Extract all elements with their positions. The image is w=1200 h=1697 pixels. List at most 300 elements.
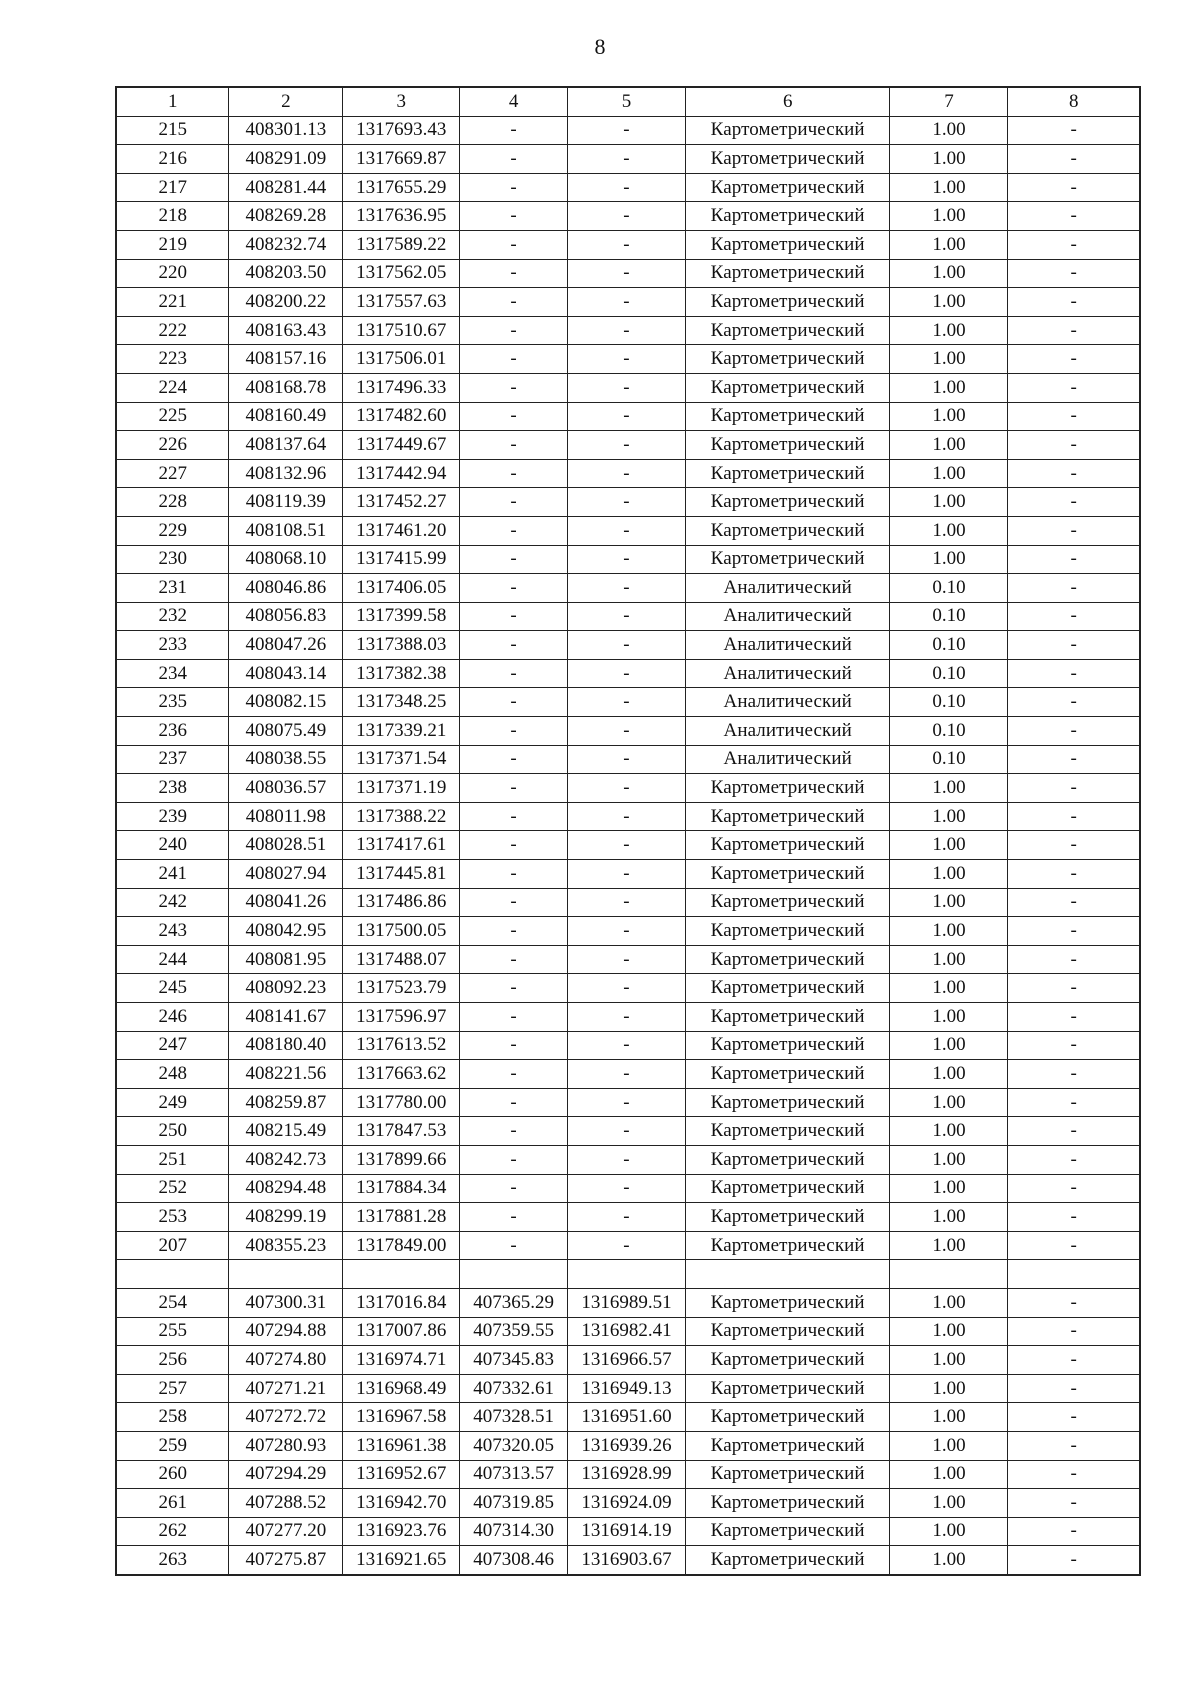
table-cell: 1317452.27	[343, 488, 460, 517]
table-cell: 407271.21	[229, 1374, 343, 1403]
table-cell: -	[1008, 516, 1140, 545]
table-cell: 408082.15	[229, 688, 343, 717]
table-cell: -	[567, 145, 685, 174]
table-cell: 1.00	[890, 345, 1008, 374]
table-row	[116, 1288, 1140, 1317]
table-cell: 243	[116, 917, 229, 946]
table-cell	[116, 1260, 229, 1289]
table-cell: -	[567, 1031, 685, 1060]
table-cell	[567, 1260, 685, 1289]
table-cell: -	[1008, 545, 1140, 574]
table-cell: 1317636.95	[343, 202, 460, 231]
table-cell: 408168.78	[229, 373, 343, 402]
table-cell: 1.00	[890, 173, 1008, 202]
table-cell: -	[1008, 974, 1140, 1003]
table-cell: 237	[116, 745, 229, 774]
table-cell: 1.00	[890, 1060, 1008, 1089]
table-cell: -	[1008, 1203, 1140, 1232]
table-cell: 1.00	[890, 888, 1008, 917]
table-cell: 1317449.67	[343, 431, 460, 460]
table-cell: 250	[116, 1117, 229, 1146]
table-cell: 1.00	[890, 1231, 1008, 1260]
table-cell: 226	[116, 431, 229, 460]
table-cell: 0.10	[890, 659, 1008, 688]
table-cell: 407345.83	[460, 1346, 568, 1375]
table-cell: 1.00	[890, 802, 1008, 831]
table-cell: 1316921.65	[343, 1546, 460, 1575]
table-cell: -	[567, 945, 685, 974]
table-cell: 1.00	[890, 1317, 1008, 1346]
table-cell: 225	[116, 402, 229, 431]
table-cell: -	[1008, 1117, 1140, 1146]
table-cell: -	[567, 745, 685, 774]
table-cell: 1317884.34	[343, 1174, 460, 1203]
table-cell: 1316966.57	[567, 1346, 685, 1375]
table-cell: -	[460, 1174, 568, 1203]
table-cell: 408043.14	[229, 659, 343, 688]
table-cell: -	[567, 1060, 685, 1089]
table-cell: -	[460, 545, 568, 574]
table-cell: -	[567, 974, 685, 1003]
table-cell: -	[460, 1203, 568, 1232]
table-cell: Картометрический	[685, 1174, 890, 1203]
table-cell	[229, 1260, 343, 1289]
table-cell: -	[1008, 831, 1140, 860]
column-header: 1	[116, 87, 229, 116]
column-header: 3	[343, 87, 460, 116]
table-cell: -	[460, 230, 568, 259]
table-cell: 1.00	[890, 145, 1008, 174]
table-row	[116, 1145, 1140, 1174]
table-cell: -	[460, 1145, 568, 1174]
table-cell: 227	[116, 459, 229, 488]
table-cell: -	[1008, 1346, 1140, 1375]
table-row	[116, 1003, 1140, 1032]
table-row	[116, 288, 1140, 317]
table-cell: -	[460, 288, 568, 317]
table-cell: 408132.96	[229, 459, 343, 488]
table-cell: 1317461.20	[343, 516, 460, 545]
table-cell: 408215.49	[229, 1117, 343, 1146]
table-cell: -	[1008, 116, 1140, 145]
table-cell: 1317899.66	[343, 1145, 460, 1174]
table-cell: 241	[116, 860, 229, 889]
table-cell: 1316961.38	[343, 1431, 460, 1460]
table-cell: 222	[116, 316, 229, 345]
table-cell: -	[1008, 1145, 1140, 1174]
table-cell: Картометрический	[685, 1403, 890, 1432]
table-cell: 1316928.99	[567, 1460, 685, 1489]
table-cell: 408232.74	[229, 230, 343, 259]
table-cell: -	[460, 860, 568, 889]
table-cell: -	[567, 345, 685, 374]
table-cell: -	[1008, 602, 1140, 631]
table-cell: 1317388.22	[343, 802, 460, 831]
table-cell: 259	[116, 1431, 229, 1460]
table-cell: -	[1008, 1003, 1140, 1032]
table-cell: 229	[116, 516, 229, 545]
table-cell: 1317510.67	[343, 316, 460, 345]
table-row	[116, 545, 1140, 574]
table-cell: -	[567, 1003, 685, 1032]
table-cell: 1316903.67	[567, 1546, 685, 1575]
table-row	[116, 230, 1140, 259]
table-cell: 1.00	[890, 1288, 1008, 1317]
table-cell: 1.00	[890, 1489, 1008, 1518]
table-cell: 1.00	[890, 1203, 1008, 1232]
table-cell: 1.00	[890, 1374, 1008, 1403]
table-cell: -	[1008, 1403, 1140, 1432]
coordinates-table	[115, 86, 1141, 1576]
table-cell: -	[567, 316, 685, 345]
table-cell: 408041.26	[229, 888, 343, 917]
table-cell: Картометрический	[685, 1088, 890, 1117]
table-row	[116, 259, 1140, 288]
table-cell: -	[567, 173, 685, 202]
table-row	[116, 1517, 1140, 1546]
table-cell: 408259.87	[229, 1088, 343, 1117]
table-cell: 1316952.67	[343, 1460, 460, 1489]
table-cell: 408299.19	[229, 1203, 343, 1232]
table-cell: 0.10	[890, 574, 1008, 603]
table-cell: -	[567, 631, 685, 660]
table-cell: -	[1008, 459, 1140, 488]
table-cell: -	[1008, 173, 1140, 202]
table-cell: 1.00	[890, 1346, 1008, 1375]
table-cell: -	[460, 259, 568, 288]
table-cell: 252	[116, 1174, 229, 1203]
table-cell: 1317399.58	[343, 602, 460, 631]
table-cell: -	[460, 373, 568, 402]
table-cell: 1.00	[890, 316, 1008, 345]
table-row	[116, 631, 1140, 660]
table-cell: 1316923.76	[343, 1517, 460, 1546]
table-cell: Картометрический	[685, 116, 890, 145]
table-cell: -	[460, 774, 568, 803]
table-cell: Картометрический	[685, 173, 890, 202]
table-cell: -	[567, 402, 685, 431]
table-cell: 408137.64	[229, 431, 343, 460]
table-cell: 0.10	[890, 602, 1008, 631]
table-cell: 1.00	[890, 488, 1008, 517]
table-cell: 407294.88	[229, 1317, 343, 1346]
table-cell: 408038.55	[229, 745, 343, 774]
table-row	[116, 802, 1140, 831]
table-cell: 1.00	[890, 1145, 1008, 1174]
table-cell: 234	[116, 659, 229, 688]
table-cell: 408157.16	[229, 345, 343, 374]
table-row	[116, 345, 1140, 374]
table-cell: 255	[116, 1317, 229, 1346]
table-cell: 245	[116, 974, 229, 1003]
table-row	[116, 173, 1140, 202]
table-cell: 408036.57	[229, 774, 343, 803]
table-cell: 232	[116, 602, 229, 631]
table-cell: 1317339.21	[343, 717, 460, 746]
table-cell: 217	[116, 173, 229, 202]
table-cell: -	[460, 888, 568, 917]
table-cell: 1317847.53	[343, 1117, 460, 1146]
table-cell: 1.00	[890, 402, 1008, 431]
table-cell: -	[460, 459, 568, 488]
table-cell: Картометрический	[685, 1346, 890, 1375]
table-cell: 254	[116, 1288, 229, 1317]
table-row	[116, 974, 1140, 1003]
table-cell: 246	[116, 1003, 229, 1032]
table-cell: 1.00	[890, 459, 1008, 488]
table-cell: -	[1008, 145, 1140, 174]
table-cell: 408294.48	[229, 1174, 343, 1203]
table-cell: 242	[116, 888, 229, 917]
table-cell: Картометрический	[685, 945, 890, 974]
table-cell: 1.00	[890, 831, 1008, 860]
table-cell: -	[1008, 1031, 1140, 1060]
column-header: 4	[460, 87, 568, 116]
table-cell: Картометрический	[685, 917, 890, 946]
table-row	[116, 1117, 1140, 1146]
table-cell: 408281.44	[229, 173, 343, 202]
table-row	[116, 316, 1140, 345]
table-cell: -	[460, 831, 568, 860]
table-cell: 263	[116, 1546, 229, 1575]
table-cell: 1316974.71	[343, 1346, 460, 1375]
table-cell: 407332.61	[460, 1374, 568, 1403]
table-cell: Картометрический	[685, 1317, 890, 1346]
table-cell: -	[1008, 316, 1140, 345]
table-cell: 1317371.19	[343, 774, 460, 803]
table-cell: 1316924.09	[567, 1489, 685, 1518]
table-cell: Картометрический	[685, 459, 890, 488]
table-cell: 1316968.49	[343, 1374, 460, 1403]
table-cell: 408242.73	[229, 1145, 343, 1174]
table-cell: 221	[116, 288, 229, 317]
table-cell: -	[460, 1231, 568, 1260]
table-row	[116, 1088, 1140, 1117]
table-cell: 1317849.00	[343, 1231, 460, 1260]
table-cell: -	[460, 1088, 568, 1117]
table-row	[116, 659, 1140, 688]
table-cell: 1.00	[890, 974, 1008, 1003]
table-cell: 1.00	[890, 945, 1008, 974]
table-cell: 408068.10	[229, 545, 343, 574]
table-cell: 407365.29	[460, 1288, 568, 1317]
table-cell: 407319.85	[460, 1489, 568, 1518]
table-cell: 238	[116, 774, 229, 803]
table-cell: -	[1008, 230, 1140, 259]
table-cell: 407320.05	[460, 1431, 568, 1460]
table-row	[116, 745, 1140, 774]
table-cell: 407274.80	[229, 1346, 343, 1375]
table-cell: -	[460, 717, 568, 746]
table-cell: 1317417.61	[343, 831, 460, 860]
table-cell: -	[1008, 1546, 1140, 1575]
table-cell: -	[1008, 574, 1140, 603]
table-cell: 248	[116, 1060, 229, 1089]
table-cell: Картометрический	[685, 545, 890, 574]
table-cell: -	[1008, 1517, 1140, 1546]
table-cell: 407313.57	[460, 1460, 568, 1489]
table-cell: -	[567, 802, 685, 831]
table-cell: Картометрический	[685, 345, 890, 374]
table-cell: Картометрический	[685, 431, 890, 460]
table-cell: 1317780.00	[343, 1088, 460, 1117]
table-cell: 1.00	[890, 1174, 1008, 1203]
table-cell: 408011.98	[229, 802, 343, 831]
table-cell: -	[1008, 917, 1140, 946]
table-cell: 408042.95	[229, 917, 343, 946]
table-cell: 1317506.01	[343, 345, 460, 374]
table-cell: 407272.72	[229, 1403, 343, 1432]
table-cell: Аналитический	[685, 659, 890, 688]
table-cell: 231	[116, 574, 229, 603]
page-number: 8	[594, 34, 606, 59]
table-cell: -	[460, 173, 568, 202]
table-row	[116, 431, 1140, 460]
table-row	[116, 202, 1140, 231]
table-cell: 1317523.79	[343, 974, 460, 1003]
table-row	[116, 1060, 1140, 1089]
table-cell: 1317382.38	[343, 659, 460, 688]
table-cell: 408027.94	[229, 860, 343, 889]
table-cell: 407328.51	[460, 1403, 568, 1432]
table-cell: 1317406.05	[343, 574, 460, 603]
table-cell: Картометрический	[685, 202, 890, 231]
table-cell: -	[567, 1088, 685, 1117]
table-cell: -	[1008, 1431, 1140, 1460]
table-cell: -	[460, 516, 568, 545]
table-cell: 1.00	[890, 230, 1008, 259]
table-cell: 0.10	[890, 688, 1008, 717]
table-cell: -	[460, 574, 568, 603]
table-row	[116, 860, 1140, 889]
table-cell: -	[460, 116, 568, 145]
table-cell: Картометрический	[685, 802, 890, 831]
table-cell: -	[1008, 488, 1140, 517]
table-cell: 236	[116, 717, 229, 746]
table-cell: 1316942.70	[343, 1489, 460, 1518]
column-header: 2	[229, 87, 343, 116]
table-cell: 1317016.84	[343, 1288, 460, 1317]
table-cell: -	[460, 345, 568, 374]
table-cell: Картометрический	[685, 316, 890, 345]
table-header-row	[116, 87, 1140, 116]
table-cell: Картометрический	[685, 259, 890, 288]
table-row	[116, 516, 1140, 545]
table-cell: 1.00	[890, 1003, 1008, 1032]
table-cell: 1317371.54	[343, 745, 460, 774]
table-cell: 1317445.81	[343, 860, 460, 889]
table-cell: 1.00	[890, 516, 1008, 545]
table-cell: -	[1008, 1460, 1140, 1489]
table-row	[116, 602, 1140, 631]
table-cell: Картометрический	[685, 373, 890, 402]
column-header: 5	[567, 87, 685, 116]
table-cell: 218	[116, 202, 229, 231]
table-cell: Аналитический	[685, 631, 890, 660]
table-row	[116, 888, 1140, 917]
table-cell: -	[460, 945, 568, 974]
table-cell: -	[460, 917, 568, 946]
table-cell: -	[567, 1145, 685, 1174]
table-cell: 408221.56	[229, 1060, 343, 1089]
table-cell: 1.00	[890, 1431, 1008, 1460]
table-cell: -	[1008, 1374, 1140, 1403]
table-cell: 407359.55	[460, 1317, 568, 1346]
table-cell: Картометрический	[685, 230, 890, 259]
table-cell: -	[567, 917, 685, 946]
table-cell: Картометрический	[685, 1060, 890, 1089]
table-cell: Картометрический	[685, 1203, 890, 1232]
table-cell: 1317881.28	[343, 1203, 460, 1232]
table-row	[116, 1489, 1140, 1518]
table-cell: -	[1008, 774, 1140, 803]
table-cell: 251	[116, 1145, 229, 1174]
table-cell: Картометрический	[685, 860, 890, 889]
table-cell: -	[1008, 1231, 1140, 1260]
table-cell: 1317348.25	[343, 688, 460, 717]
table-cell: 1317388.03	[343, 631, 460, 660]
table-cell: 1317562.05	[343, 259, 460, 288]
table-cell: 1316951.60	[567, 1403, 685, 1432]
table-cell: 223	[116, 345, 229, 374]
table-cell: 219	[116, 230, 229, 259]
table-cell: Картометрический	[685, 1031, 890, 1060]
table-cell: 230	[116, 545, 229, 574]
table-cell: Картометрический	[685, 1546, 890, 1575]
table-cell: -	[567, 373, 685, 402]
table-cell: 1.00	[890, 917, 1008, 946]
table-cell: 1.00	[890, 545, 1008, 574]
table-cell: -	[460, 688, 568, 717]
table-cell: -	[1008, 1317, 1140, 1346]
table-row	[116, 774, 1140, 803]
table-cell: Картометрический	[685, 288, 890, 317]
table-cell: 1316989.51	[567, 1288, 685, 1317]
table-cell: -	[460, 631, 568, 660]
table-cell: -	[567, 774, 685, 803]
table-cell: -	[567, 1174, 685, 1203]
table-cell: -	[460, 488, 568, 517]
table-cell: 239	[116, 802, 229, 831]
table-cell: 407277.20	[229, 1517, 343, 1546]
table-cell: Аналитический	[685, 688, 890, 717]
table-cell: 1316949.13	[567, 1374, 685, 1403]
table-cell: -	[1008, 259, 1140, 288]
table-cell: 253	[116, 1203, 229, 1232]
table-cell: Аналитический	[685, 717, 890, 746]
table-cell: 244	[116, 945, 229, 974]
table-cell: Картометрический	[685, 1117, 890, 1146]
table-cell: -	[1008, 431, 1140, 460]
table-cell: 1.00	[890, 1517, 1008, 1546]
table-cell: 408141.67	[229, 1003, 343, 1032]
table-cell: 407300.31	[229, 1288, 343, 1317]
table-cell: 0.10	[890, 745, 1008, 774]
table-cell: 1.00	[890, 116, 1008, 145]
table-cell: 408092.23	[229, 974, 343, 1003]
table-cell: -	[1008, 888, 1140, 917]
table-cell: -	[460, 431, 568, 460]
column-header: 8	[1008, 87, 1140, 116]
table-cell: 408075.49	[229, 717, 343, 746]
table-row	[116, 1260, 1140, 1289]
table-cell: 408046.86	[229, 574, 343, 603]
table-cell	[685, 1260, 890, 1289]
table-cell: Картометрический	[685, 1489, 890, 1518]
table-cell: -	[567, 1203, 685, 1232]
table-cell: 1317589.22	[343, 230, 460, 259]
table-cell: 1.00	[890, 1460, 1008, 1489]
